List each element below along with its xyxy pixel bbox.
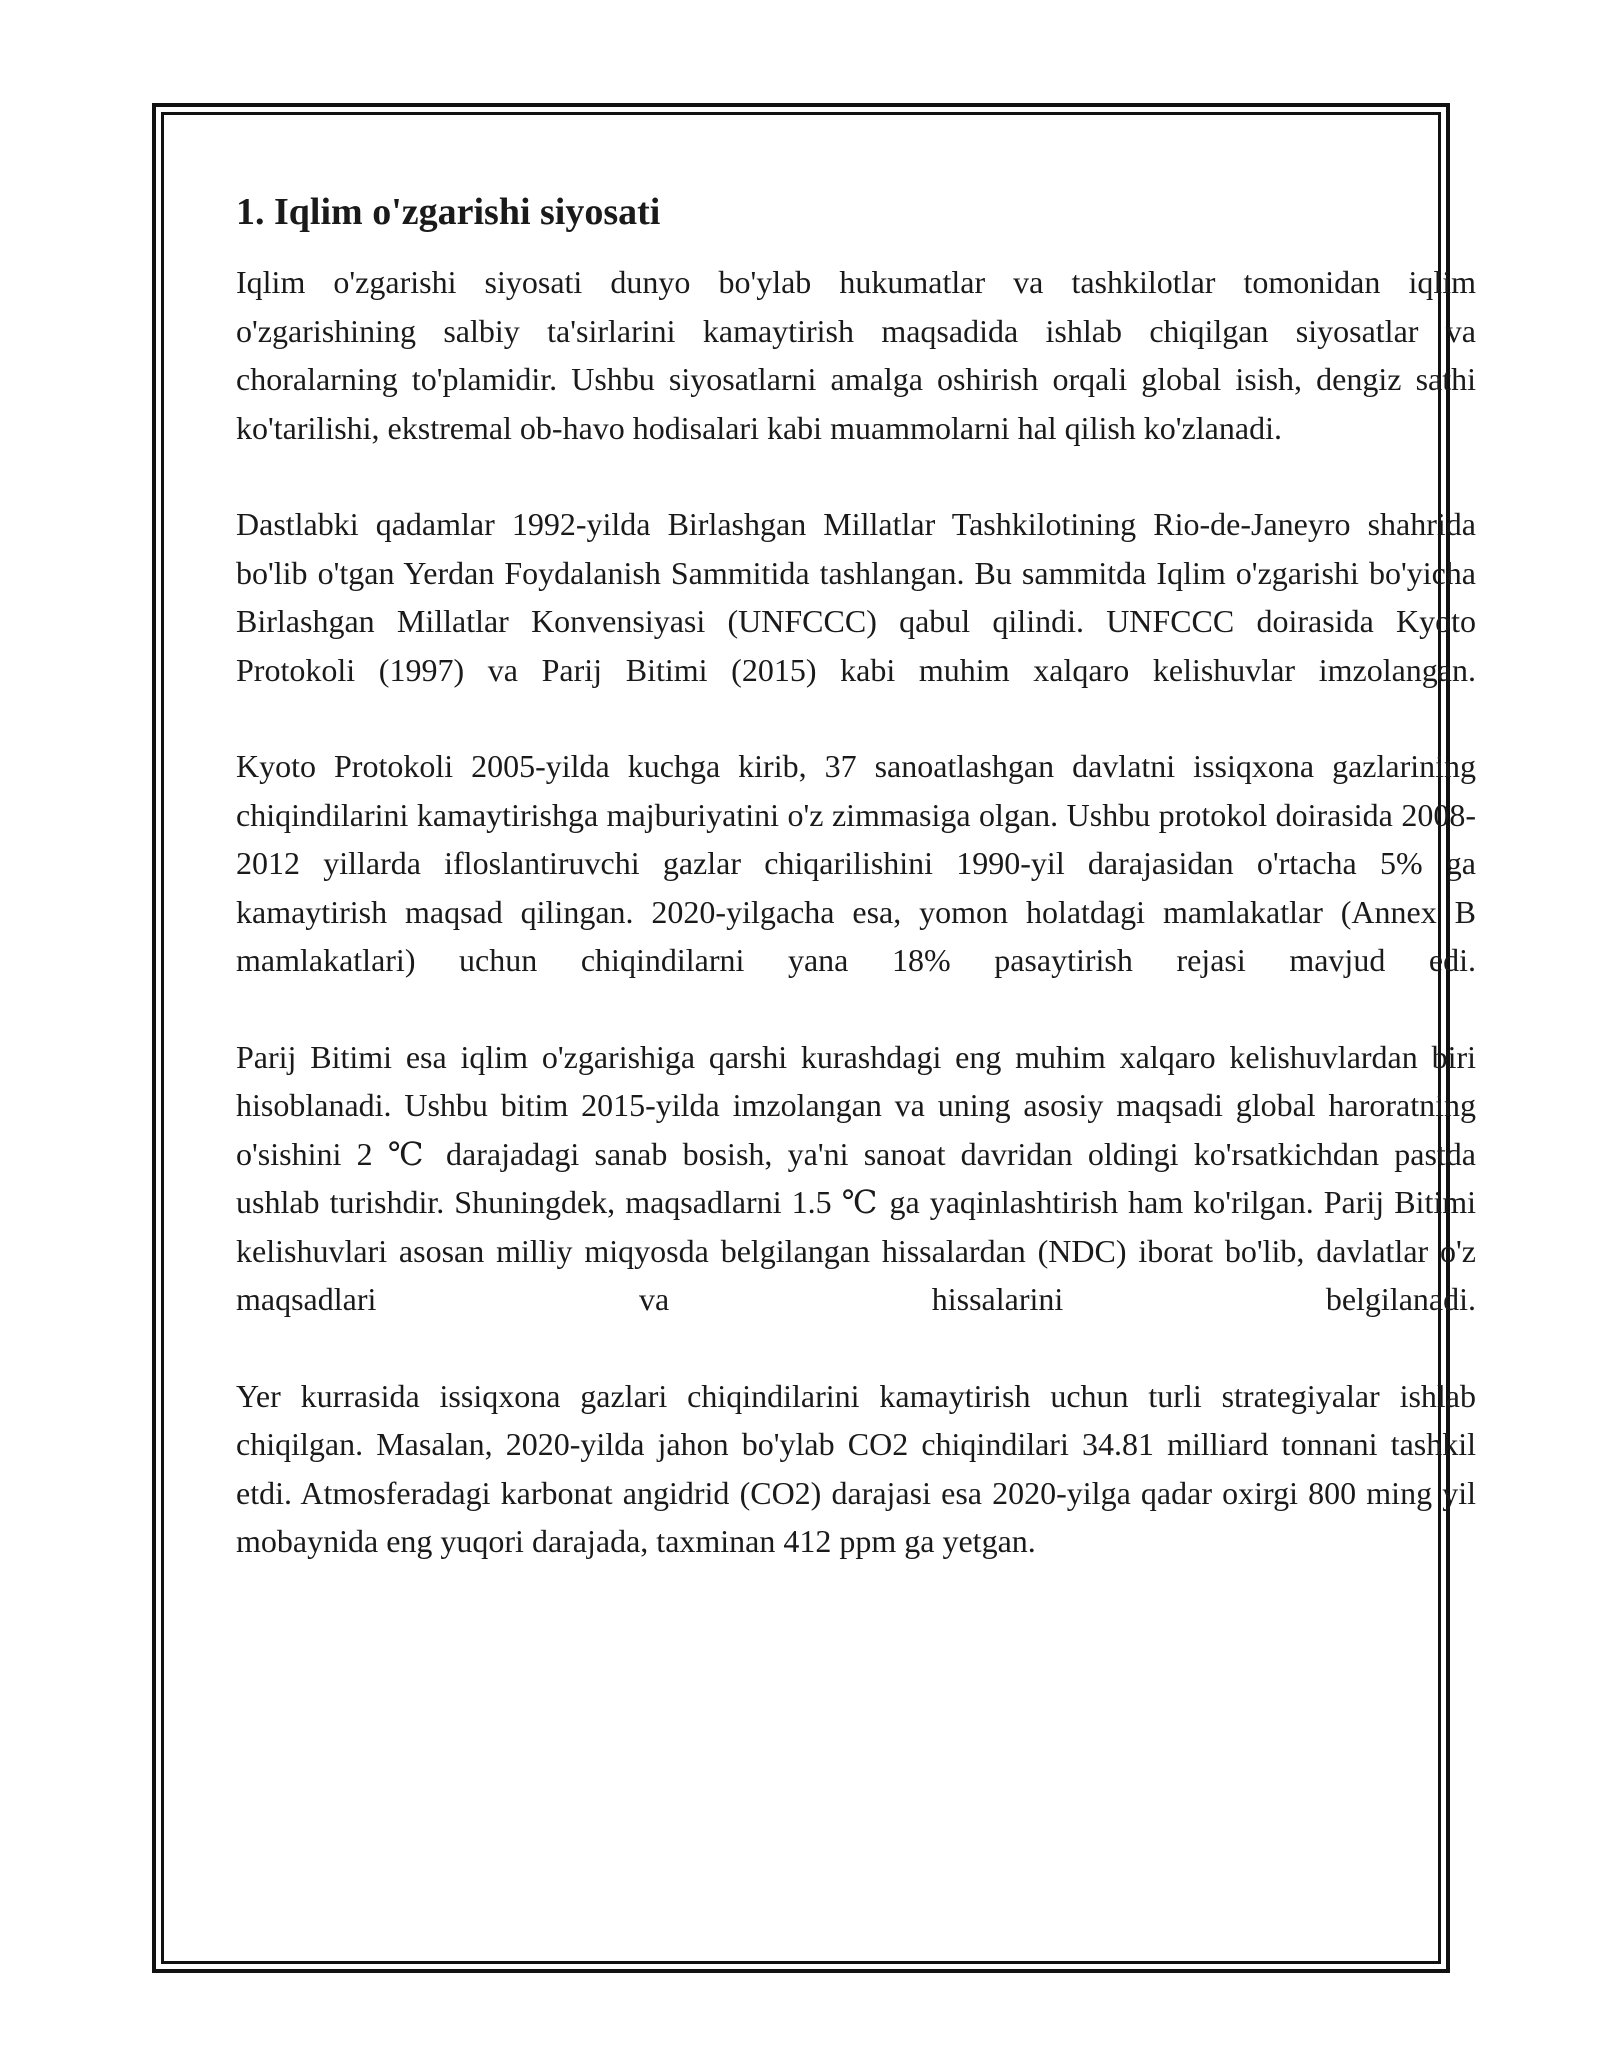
document-body — [236, 188, 1476, 1614]
paragraph-paris: Parij Bitimi esa iqlim o'zgarishiga qarshi kurashdagi eng muhim xalqaro kelishuvlardan biri hisoblanadi. Ushbu bitim 2015-yilda imzolangan va uning asosiy maqsadi global haroratning o'sishini 2 ℃ darajadagi sanab bosish, ya'ni sanoat davridan oldingi ko'rsatkichdan pastda ushlab turishdir. Shuningdek, maqsadlarni 1.5 ℃ ga yaqinlashtirish ham ko'rilgan. Parij Bitimi kelishuvlari asosan milliy miqyosda belgilangan hissalardan (NDC) iborat bo'lib, davlatlar o'z maqsadlari va hissalarini belgilanadi. — [236, 1038, 1476, 1317]
section-heading: 1. Iqlim o'zgarishi siyosati — [236, 191, 661, 233]
paragraph-kyoto: Kyoto Protokoli 2005-yilda kuchga kirib, 37 sanoatlashgan davlatni issiqxona gazlarining chiqindilarini kamaytirishga majburiyatini o'z zimmasiga olgan. Ushbu protokol doirasida 2008-2012 yillarda ifloslantiruvchi gazlar chiqarilishini 1990-yil darajasidan o'rtacha 5% ga kamaytirish maqsad qilingan. 2020-yilgacha esa, yomon holatdagi mamlakatlar (Annex B mamlakatlari) uchun chiqindilarni yana 18% pasaytirish rejasi mavjud edi. — [236, 748, 1476, 978]
paragraph-strategies: Yer kurrasida issiqxona gazlari chiqindilarini kamaytirish uchun turli strategiyalar ishlab chiqilgan. Masalan, 2020-yilda jahon bo'ylab CO2 chiqindilari 34.81 milliard tonnani tashkil etdi. Atmosferadagi karbonat angidrid (CO2) darajasi esa 2020-yilga qadar oxirgi 800 ming yil mobaynida eng yuqori darajada, taxminan 412 ppm ga yetgan. — [236, 1377, 1476, 1559]
paragraph-history: Dastlabki qadamlar 1992-yilda Birlashgan Millatlar Tashkilotining Rio-de-Janeyro shahrida bo'lib o'tgan Yerdan Foydalanish Sammitida tashlangan. Bu sammitda Iqlim o'zgarishi bo'yicha Birlashgan Millatlar Konvensiyasi (UNFCCC) qabul qilindi. UNFCCC doirasida Kyoto Protokoli (1997) va Parij Bitimi (2015) kabi muhim xalqaro kelishuvlar imzolangan. — [236, 506, 1476, 688]
paragraph-intro: Iqlim o'zgarishi siyosati dunyo bo'ylab hukumatlar va tashkilotlar tomonidan iqlim o'zgarishining salbiy ta'sirlarini kamaytirish maqsadida ishlab chiqilgan siyosatlar va choralarning to'plamidir. Ushbu siyosatlarni amalga oshirish orqali global isish, dengiz sathi ko'tarilishi, ekstremal ob-havo hodisalari kabi muammolarni hal qilish ko'zlanadi. — [236, 264, 1476, 446]
